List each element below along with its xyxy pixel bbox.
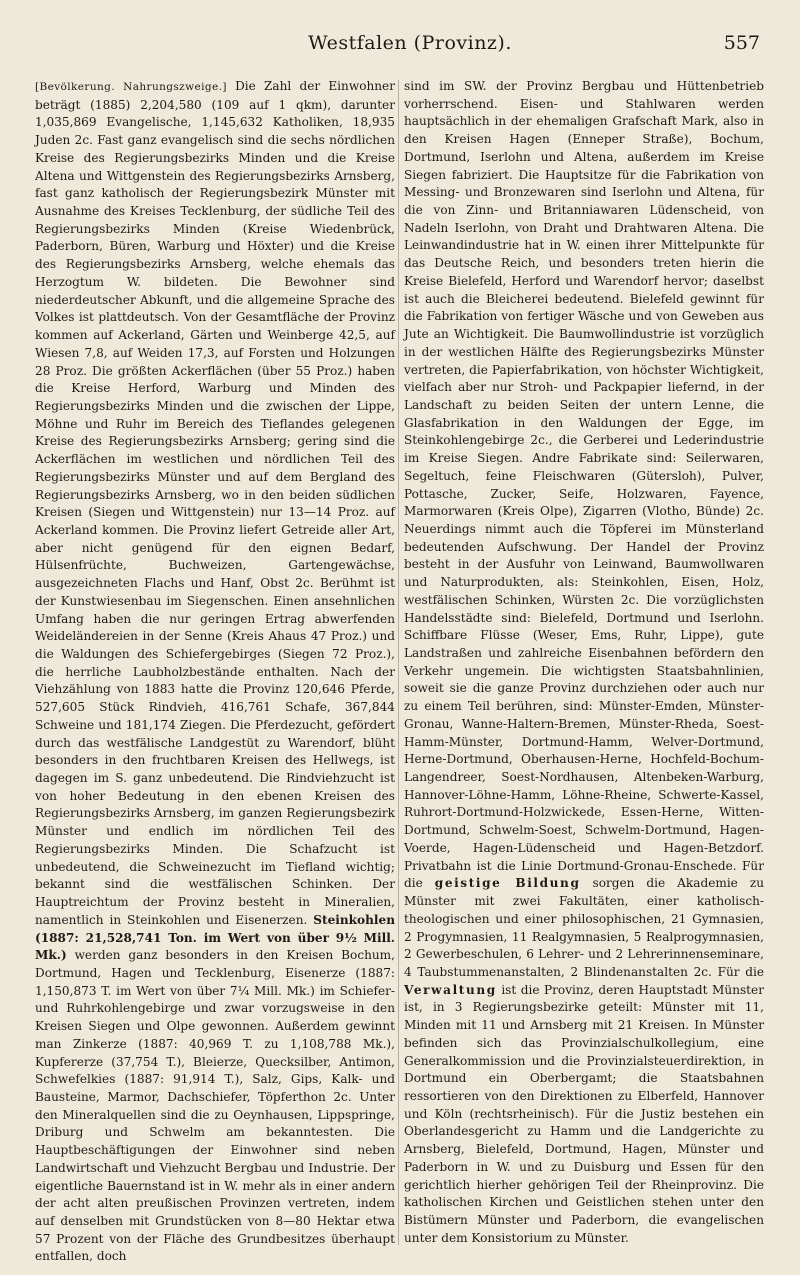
- left-column-text: [35, 78, 395, 1266]
- running-title: Westfalen (Provinz).: [308, 32, 512, 54]
- left-column: [35, 78, 395, 1264]
- column-divider: [398, 80, 399, 1245]
- education-text: sorgen die Akademie zu Münster mit zwei Fakultäten, einer katholisch-theologischen und einer philosophischen, 21 Gymnasien, 2 Progymnasien, 11 Realgymnasien, 5 Realprogymnasien, 2 Gewerbeschulen, 6 Lehrer- und 2 Lehrerinnenseminare, 4 Taubstummenanstalten, 2 Blindenanstalten 2c. Für die: [404, 876, 764, 979]
- administration-text: ist die Provinz, deren Hauptstadt Münster ist, in 3 Regierungsbezirke geteilt: Münster mit 11, Minden mit 11 und Arnsberg mit 21 Kreisen. In Münster befinden sich das Provinzialschulkollegium, eine Generalkommission und die Provinzialsteuerdirektion, in Dortmund ein Oberbergamt; die Staatsbahnen ressortieren von den Direktionen zu Elberfeld, Hannover und Köln (rechtsrheinisch). Für die Justiz bestehen ein Oberlandesgericht zu Hamm und die Landgerichte zu Arnsberg, Bielefeld, Dortmund, Hagen, Münster und Paderborn in W. und zu Duisburg und Essen für den gerichtlich hierher gehörigen Teil der Rheinprovinz. Die katholischen Kirchen und Geistlichen stehen unter den Bistümern Münster und Paderborn, die evangelischen unter dem Konsistorium zu Münster.: [404, 982, 764, 1245]
- education-label: geistige Bildung: [434, 876, 581, 891]
- right-column-text: [404, 78, 764, 1247]
- population-text: Die Zahl der Einwohner beträgt (1885) 2,204,580 (109 auf 1 qkm), darunter 1,035,869 Evangelische, 1,145,632 Katholiken, 18,935 Juden 2c. Fast ganz evangelisch sind die sechs nördlichen Kreise des Regierungsbezirks Minden und die Kreise Altena und Wittgenstein des Regierungsbezirks Arnsberg, fast ganz katholisch der Regierungsbezirk Münster mit Ausnahme des Kreises Tecklenburg, der südliche Teil des Regierungsbezirks Minden (Kreise Wiedenbrück, Paderborn, Büren, Warburg und Höxter) und die Kreise des Regierungsbezirks Arnsberg, welche ehemals das Herzogtum W. bildeten. Die Bewohner sind niederdeutscher Abkunft, und die allgemeine Sprache des Volkes ist plattdeutsch. Von der Gesamtfläche der Provinz kommen auf Ackerland, Gärten und Weinberge 42,5, auf Wiesen 7,8, auf Weiden 17,3, auf Forsten und Holzungen 28 Proz. Die größten Ackerflächen (über 55 Proz.) haben die Kreise Herford, Warburg und Minden des Regierungsbezirks Minden und die zwischen der Lippe, Möhne und Ruhr im Bereich des Tieflandes gelegenen Kreise des Regierungsbezirks Arnsberg; gering sind die Ackerflächen im westlichen und nördlichen Teil des Regierungsbezirks Münster und auf dem Bergland des Regierungsbezirks Arnsberg, wo in den beiden südlichen Kreisen (Siegen und Wittgenstein) nur 13—14 Proz. auf Ackerland kommen. Die Provinz liefert Getreide aller Art, aber nicht genügend für den eignen Bedarf, Hülsenfrüchte, Buchweizen, Gartengewächse, ausgezeichneten Flachs und Hanf, Obst 2c. Berühmt ist der Kunstwiesenbau im Siegenschen. Einen ansehnlichen Umfang haben die nur geringen Ertrag abwerfenden Weideländereien in der Senne (Kreis Ahaus 47 Proz.) und die Waldungen des Schiefergebirges (Siegen 72 Proz.), die herrliche Laubholzbestände enthalten. Nach der Viehzählung von 1883 hatte die Provinz 120,646 Pferde, 527,605 Stück Rindvieh, 416,761 Schafe, 367,844 Schweine und 181,174 Ziegen. Die Pferdezucht, gefördert durch das westfälische Landgestüt zu Warendorf, blüht besonders in den fruchtbaren Kreisen des Hellwegs, ist dagegen im S. ganz unbedeutend. Die Rindviehzucht ist von hoher Bedeutung in den ebenen Kreisen des Regierungsbezirks Arnsberg, im ganzen Regierungsbezirk Münster und endlich im nördlichen Teil des Regierungsbezirks Minden. Die Schafzucht ist unbedeutend, die Schweinezucht im Tiefland wichtig; bekannt sind die westfälischen Schinken. Der Hauptreichtum der Provinz besteht in Mineralien, namentlich in Steinkohlen und Eisenerzen.: [35, 79, 395, 927]
- running-head: [60, 30, 760, 60]
- coal-clause: Steinkohlen (1887: 21,528,741 Ton. im Wert von über 9½ Mill. Mk.): [35, 912, 395, 963]
- industry-text: sind im SW. der Provinz Bergbau und Hüttenbetrieb vorherrschend. Eisen- und Stahlwaren werden hauptsächlich in der ehemaligen Grafschaft Mark, also in den Kreisen Hagen (Enneper Straße), Bochum, Dortmund, Iserlohn und Altena, außerdem im Kreise Siegen fabriziert. Die Hauptsitze für die Fabrikation von Messing- und Bronzewaren sind Iserlohn und Altena, für die von Zinn- und Britanniawaren Lüdenscheid, von Nadeln Iserlohn, von Draht und Drahtwaren Altena. Die Leinwandindustrie hat in W. einen ihrer Mittelpunkte für das Deutsche Reich, und besonders treten hierin die Kreise Bielefeld, Herford und Warendorf hervor; daselbst ist auch die Bleicherei bedeutend. Bielefeld gewinnt für die Fabrikation von fertiger Wäsche und von Geweben aus Jute an Wichtigkeit. Die Baumwollindustrie ist vorzüglich in der westlichen Hälfte des Regierungsbezirks Münster vertreten, die Papierfabrikation, von höchster Wichtigkeit, vielfach aber nur Stroh- und Packpapier liefernd, in der Landschaft zu beiden Seiten der untern Lenne, die Glasfabrikation in den Waldungen der Egge, im Steinkohlengebirge 2c., die Gerberei und Lederindustrie im Kreise Siegen. Andre Fabrikate sind: Seilerwaren, Segeltuch, feine Fleischwaren (Gütersloh), Pulver, Pottasche, Zucker, Seife, Holzwaren, Fayence, Marmorwaren (Kreis Olpe), Zigarren (Vlotho, Bünde) 2c. Neuerdings nimmt auch die Töpferei im Münsterland bedeutenden Aufschwung. Der Handel der Provinz besteht in der Ausfuhr von Leinwand, Baumwollwaren und Naturprodukten, als: Steinkohlen, Eisen, Holz, westfälischen Schinken, Würsten 2c. Die vorzüglichsten Handelsstädte sind: Bielefeld, Dortmund und Iserlohn. Schiffbare Flüsse (Weser, Ems, Ruhr, Lippe), gute Landstraßen und zahlreiche Eisenbahnen befördern den Verkehr ungemein. Die wichtigsten Staatsbahnlinien, soweit sie die ganze Provinz durchziehen oder auch nur zu einem Teil berühren, sind: Münster-Emden, Münster-Gronau, Wanne-Haltern-Bremen, Münster-Rheda, Soest-Hamm-Münster, Dortmund-Hamm, Welver-Dortmund, Herne-Dortmund, Oberhausen-Herne, Hochfeld-Bochum-Langendreer, Soest-Nordhausen, Altenbeken-Warburg, Hannover-Löhne-Hamm, Löhne-Rheine, Schwerte-Kassel, Ruhrort-Dortmund-Holzwickede, Essen-Herne, Witten-Dortmund, Schwelm-Soest, Schwelm-Dortmund, Hagen-Voerde, Hagen-Lüdenscheid und Hagen-Betzdorf. Privatbahn ist die Linie Dortmund-Gronau-Enschede. Für die: [404, 79, 764, 891]
- page-number: 557: [723, 32, 760, 54]
- right-column: [404, 78, 764, 1248]
- mining-text: werden ganz besonders in den Kreisen Bochum, Dortmund, Hagen und Tecklenburg, Eisenerze (1887: 1,150,873 T. im Wert von über 7¼ Mill. Mk.) im Schiefer- und Ruhrkohlengebirge und zwar vorzugsweise in den Kreisen Siegen und Olpe gewonnen. Außerdem gewinnt man Zinkerze (1887: 40,969 T. zu 1,108,788 Mk.), Kupfererze (37,754 T.), Bleierze, Quecksilber, Antimon, Schwefelkies (1887: 91,914 T.), Salz, Gips, Kalk- und Bausteine, Marmor, Dachschiefer, Töpferthon 2c. Unter den Mineralquellen sind die zu Oeynhausen, Lippspringe, Driburg und Schwelm am bekanntesten. Die Hauptbeschäftigungen der Einwohner sind neben Landwirtschaft und Viehzucht Bergbau und Industrie. Der eigentliche Bauernstand ist in W. mehr als in einer andern der acht alten preußischen Provinzen vertreten, indem auf denselben mit Grundstücken von 8—80 Hektar etwa 57 Prozent von der Fläche des Grundbesitzes überhaupt entfallen, doch: [35, 948, 395, 1264]
- section-rubric: [Bevölkerung. Nahrungszweige.]: [35, 81, 227, 93]
- administration-label: Verwaltung: [404, 982, 497, 997]
